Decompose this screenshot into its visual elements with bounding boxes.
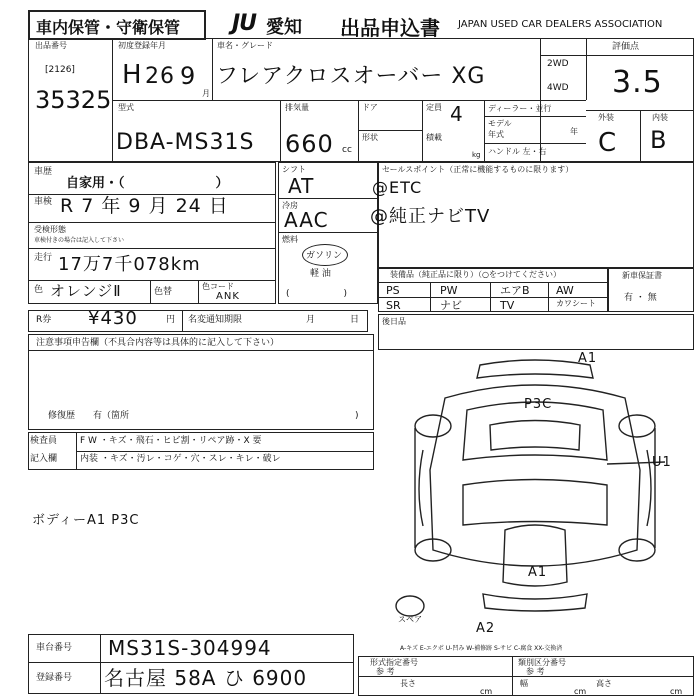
type-ref-label: 参 考 xyxy=(376,667,395,676)
load-label: 積載 xyxy=(426,133,442,142)
gasoline-label: ガソリン xyxy=(306,251,343,261)
inspection-label: 車検 xyxy=(34,197,53,207)
aircon-value: AAC xyxy=(284,208,329,232)
fuel-circle xyxy=(302,244,348,266)
category-label: 類別区分番号 xyxy=(518,658,566,667)
equipment-item: AW xyxy=(556,284,574,297)
rear-seat-block xyxy=(378,314,694,350)
exterior-grade: C xyxy=(598,128,618,158)
history-value: 自家用・（ ） xyxy=(66,176,229,191)
interior-label: 内装 xyxy=(652,113,668,122)
notes-header: 注意事項申告欄（不具合内容等は具体的に記入して下さい） xyxy=(36,338,280,348)
equipment-item: カワシート xyxy=(556,299,596,308)
storage-tag-text: 車内保管・守衛保管 xyxy=(36,18,181,37)
aircon-label: 冷房 xyxy=(282,201,298,210)
score-label: 評価点 xyxy=(612,42,640,52)
diagram-mark-side: U1 xyxy=(652,455,672,470)
document-title: 出品申込書 xyxy=(340,16,440,40)
tax-day: 日 xyxy=(350,315,360,325)
year-unit: 年 xyxy=(570,127,578,136)
fuel-label: 燃料 xyxy=(282,235,298,244)
ju-logo: JU xyxy=(232,11,257,36)
color-code-label: 色コード xyxy=(202,282,234,291)
diagram-mark-front: A1 xyxy=(578,351,598,366)
org-name: 愛知 xyxy=(266,17,302,38)
fuel-paren: ( ) xyxy=(286,289,348,299)
2wd-label: 2WD xyxy=(547,59,569,69)
car-name-value: フレアクロスオーバー XG xyxy=(216,64,486,89)
model-label: 型式 xyxy=(118,103,134,112)
reg-year: 26 xyxy=(145,64,175,89)
sales-point-1: @ETC xyxy=(372,178,423,197)
4wd-label: 4WD xyxy=(547,83,569,93)
exterior-label: 外装 xyxy=(598,113,614,122)
height-label: 高さ xyxy=(596,679,612,688)
association-name: JAPAN USED CAR DEALERS ASSOCIATION xyxy=(458,19,663,30)
damage-legend: A-キズ E-エクボ U-凹み W-補修跡 S-サビ C-腐食 XX-交換済 xyxy=(400,645,563,652)
model-code: DBA-MS31S xyxy=(116,130,255,155)
handle-label: ハンドル 左・右 xyxy=(488,147,547,156)
equipment-item: エアB xyxy=(500,284,530,297)
chassis-value: MS31S-304994 xyxy=(108,636,272,660)
inspect-row-2: 内装 ・キズ・汚レ・コゲ・穴・スレ・キレ・破レ xyxy=(80,454,281,464)
month-unit: 月 xyxy=(202,89,210,98)
new-warranty-label: 新車保証書 xyxy=(622,271,662,280)
capacity-value: 4 xyxy=(450,102,464,126)
model-year-top: モデル xyxy=(488,119,512,128)
chassis-label: 車台番号 xyxy=(36,643,73,653)
diagram-mark-rear: A1 xyxy=(528,565,548,580)
length-unit: cm xyxy=(480,687,493,696)
rear-seat-label: 後日品 xyxy=(382,317,406,326)
reg-era: H xyxy=(122,60,143,90)
width-label: 幅 xyxy=(520,679,528,688)
category-ref-label: 参 考 xyxy=(526,667,545,676)
dealer-parallel-label: ディーラー・並行 xyxy=(488,104,552,113)
plate-value: 名古屋 58A ひ 6900 xyxy=(104,666,308,690)
car-damage-diagram xyxy=(375,350,693,632)
door-label: ドア xyxy=(362,103,378,112)
notes-value: ボディーA1 P3C xyxy=(32,513,140,528)
repair-history: 修復歴 有（箇所 xyxy=(48,411,130,421)
diagram-mark-roof: P3C xyxy=(524,397,553,412)
spare-label: スペア xyxy=(398,615,422,624)
type-designation-label: 形式指定番号 xyxy=(370,658,418,667)
recycle-amount: ¥430 xyxy=(88,308,138,329)
color-label: 色 xyxy=(34,285,44,295)
mileage-label: 走行 xyxy=(34,253,53,263)
reception-note: 車検付きの場合は記入して下さい xyxy=(34,237,125,244)
diesel-label: 軽 油 xyxy=(310,269,331,279)
first-reg-label: 初度登録年月 xyxy=(118,41,166,50)
recycle-yen: 円 xyxy=(166,315,176,325)
lot-code: [2126] xyxy=(45,65,75,75)
inspector-label: 検査員 xyxy=(30,436,58,446)
color-change-label: 色替 xyxy=(154,287,173,297)
equipment-item: TV xyxy=(500,299,515,312)
plate-label: 登録番号 xyxy=(36,673,73,683)
new-warranty-choice: 有 ・ 無 xyxy=(624,293,657,303)
inspection-value: R 7 年 9 月 24 日 xyxy=(60,195,229,217)
equipment-label: 装備品（純正品に限り）（○をつけてください） xyxy=(390,270,561,279)
tax-notice-label: 名変通知期限 xyxy=(188,315,243,325)
sales-point-2: @純正ナビTV xyxy=(370,206,491,227)
kg-unit: kg xyxy=(472,151,481,159)
equipment-item: ナビ xyxy=(440,299,462,312)
shift-label: シフト xyxy=(282,165,306,174)
reg-month: 9 xyxy=(180,62,197,90)
entry-label: 記入欄 xyxy=(30,454,58,464)
inspect-row-1: F W ・キズ・飛石・ヒビ割・リペア跡・X 要 xyxy=(80,436,262,446)
diagram-mark-rear-bottom: A2 xyxy=(476,621,496,636)
cc-unit: cc xyxy=(342,145,352,155)
mileage-value: 17万7千078km xyxy=(58,254,201,275)
interior-grade: B xyxy=(650,126,668,154)
car-name-label: 車名・グレード xyxy=(217,41,273,50)
color-code-value: ANK xyxy=(216,291,240,302)
equipment-item: PS xyxy=(386,284,400,297)
history-label: 車歴 xyxy=(34,167,53,177)
score-value: 3.5 xyxy=(612,65,663,100)
displacement-label: 排気量 xyxy=(285,103,309,112)
repair-close-paren: ) xyxy=(355,411,359,421)
shift-value: AT xyxy=(288,174,315,198)
recycle-label: R券 xyxy=(36,315,52,325)
color-value: オレンジⅡ xyxy=(50,282,122,300)
displacement-value: 660 xyxy=(285,130,334,158)
sales-point-label: セールスポイント（正常に機能するものに限ります） xyxy=(382,165,574,174)
shape-label: 形状 xyxy=(362,133,378,142)
equipment-item: PW xyxy=(440,284,458,297)
width-unit: cm xyxy=(574,687,587,696)
reception-label: 受検形態 xyxy=(34,225,66,234)
height-unit: cm xyxy=(670,687,683,696)
lot-no-label: 出品番号 xyxy=(35,41,67,50)
capacity-label: 定員 xyxy=(426,103,442,112)
tax-month: 月 xyxy=(306,315,316,325)
equipment-item: SR xyxy=(386,299,401,312)
model-year-bottom: 年式 xyxy=(488,130,504,139)
length-label: 長さ xyxy=(400,679,416,688)
lot-number: 35325 xyxy=(35,86,112,114)
